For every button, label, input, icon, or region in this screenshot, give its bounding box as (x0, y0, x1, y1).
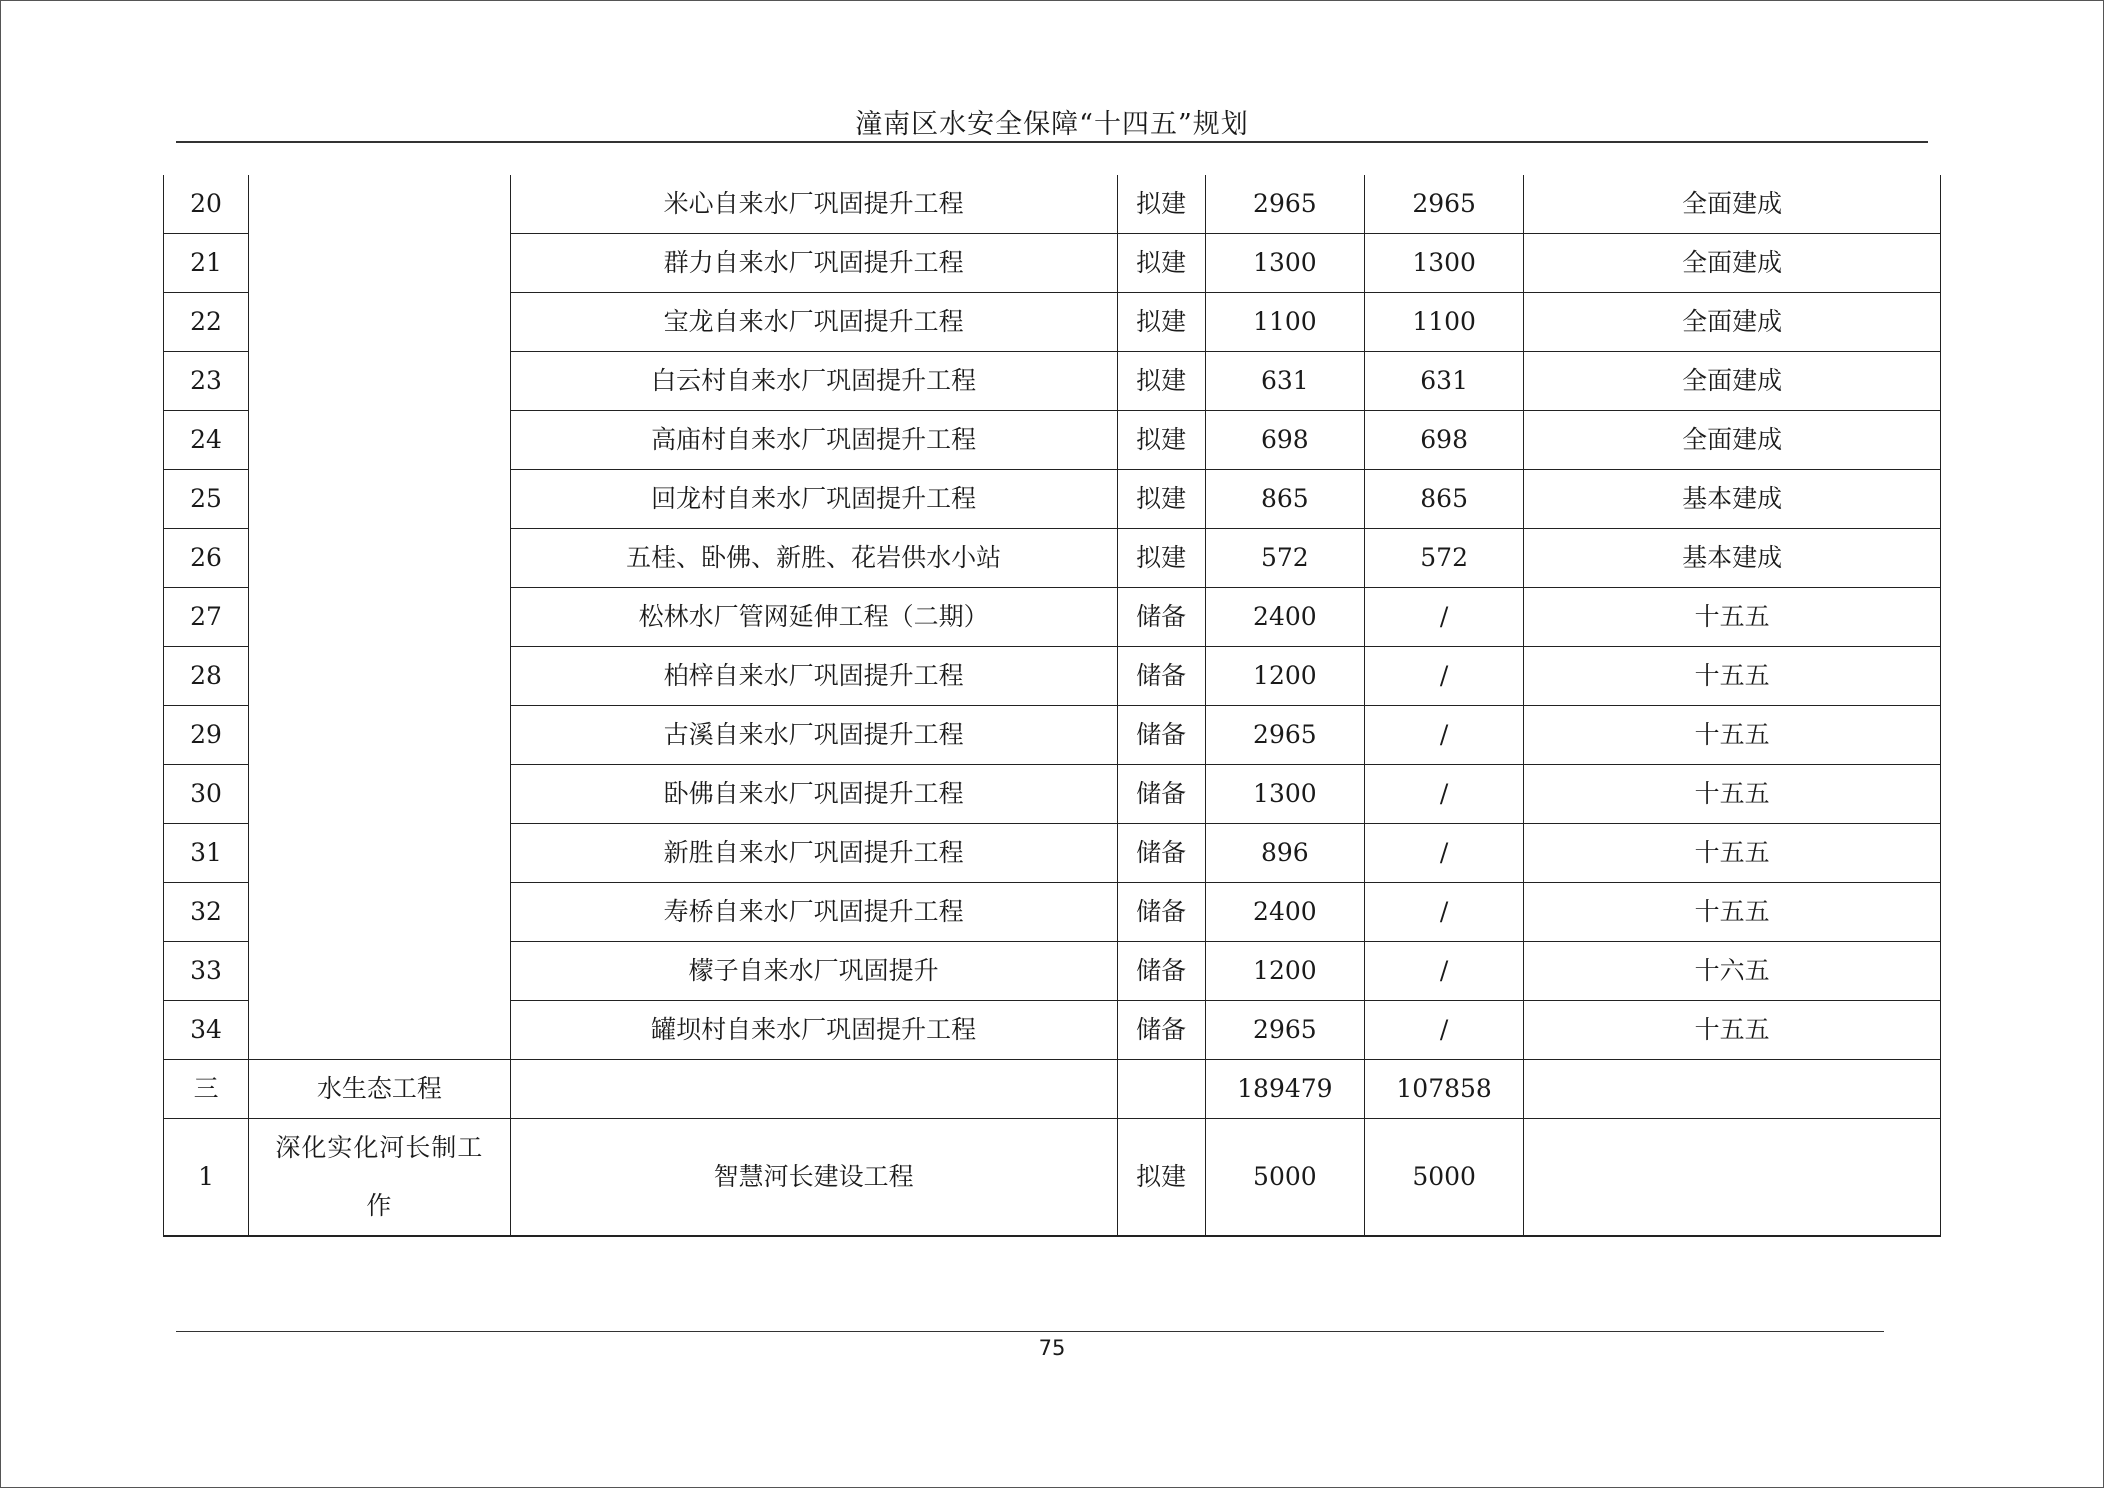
row-number: 28 (164, 647, 249, 706)
planned-investment: 2965 (1365, 175, 1524, 234)
total-investment: 1200 (1205, 942, 1364, 1001)
planned-investment: / (1365, 1001, 1524, 1060)
table-row (164, 175, 1941, 234)
section-number: 三 (164, 1060, 249, 1119)
project-status: 储备 (1117, 824, 1205, 883)
planned-investment: / (1365, 824, 1524, 883)
running-header: 潼南区水安全保障“十四五”规划 (855, 109, 1249, 140)
planned-investment: 698 (1365, 411, 1524, 470)
project-name: 柏梓自来水厂巩固提升工程 (510, 647, 1117, 706)
project-status: 储备 (1117, 942, 1205, 1001)
project-name: 回龙村自来水厂巩固提升工程 (510, 470, 1117, 529)
total-investment: 631 (1205, 352, 1364, 411)
project-status: 储备 (1117, 883, 1205, 942)
construction-goal: 十五五 (1524, 765, 1941, 824)
planned-investment: / (1365, 588, 1524, 647)
footer-rule (176, 1331, 1884, 1332)
total-investment: 5000 (1205, 1119, 1364, 1237)
project-status: 储备 (1117, 765, 1205, 824)
project-name: 檬子自来水厂巩固提升 (510, 942, 1117, 1001)
total-investment: 1100 (1205, 293, 1364, 352)
project-status: 拟建 (1117, 1119, 1205, 1237)
project-name: 智慧河长建设工程 (510, 1119, 1117, 1237)
total-investment: 2965 (1205, 706, 1364, 765)
row-number: 31 (164, 824, 249, 883)
planned-investment: / (1365, 942, 1524, 1001)
project-name: 宝龙自来水厂巩固提升工程 (510, 293, 1117, 352)
table-row (164, 1119, 1941, 1237)
section-category: 水生态工程 (249, 1060, 510, 1119)
row-number: 26 (164, 529, 249, 588)
row-number: 25 (164, 470, 249, 529)
total-investment: 2400 (1205, 588, 1364, 647)
construction-goal: 全面建成 (1524, 234, 1941, 293)
construction-goal: 全面建成 (1524, 293, 1941, 352)
construction-goal (1524, 1119, 1941, 1237)
project-name: 松林水厂管网延伸工程（二期） (510, 588, 1117, 647)
project-status: 储备 (1117, 1001, 1205, 1060)
project-status: 储备 (1117, 647, 1205, 706)
construction-goal: 十五五 (1524, 647, 1941, 706)
construction-goal: 十五五 (1524, 883, 1941, 942)
construction-goal: 十五五 (1524, 824, 1941, 883)
project-name: 寿桥自来水厂巩固提升工程 (510, 883, 1117, 942)
row-number: 21 (164, 234, 249, 293)
row-number: 34 (164, 1001, 249, 1060)
project-name: 罐坝村自来水厂巩固提升工程 (510, 1001, 1117, 1060)
construction-goal: 十六五 (1524, 942, 1941, 1001)
header-rule (176, 141, 1928, 143)
category-merged-cell (249, 175, 510, 1060)
project-status: 储备 (1117, 588, 1205, 647)
total-investment: 896 (1205, 824, 1364, 883)
row-number: 23 (164, 352, 249, 411)
planned-investment: / (1365, 706, 1524, 765)
total-investment: 2965 (1205, 1001, 1364, 1060)
project-status: 拟建 (1117, 293, 1205, 352)
planned-investment: 865 (1365, 470, 1524, 529)
project-table (163, 175, 1941, 1237)
planned-investment: 5000 (1365, 1119, 1524, 1237)
project-name: 米心自来水厂巩固提升工程 (510, 175, 1117, 234)
total-investment: 1300 (1205, 765, 1364, 824)
total-investment: 2400 (1205, 883, 1364, 942)
project-status: 拟建 (1117, 529, 1205, 588)
total-investment: 865 (1205, 470, 1364, 529)
row-number: 29 (164, 706, 249, 765)
total-investment: 1200 (1205, 647, 1364, 706)
row-number: 20 (164, 175, 249, 234)
construction-goal: 全面建成 (1524, 411, 1941, 470)
subcategory: 深化实化河长制工作 (249, 1119, 510, 1237)
project-status: 拟建 (1117, 352, 1205, 411)
construction-goal: 基本建成 (1524, 529, 1941, 588)
section-row (164, 1060, 1941, 1119)
construction-goal: 十五五 (1524, 706, 1941, 765)
planned-investment: 572 (1365, 529, 1524, 588)
project-name: 群力自来水厂巩固提升工程 (510, 234, 1117, 293)
construction-goal: 十五五 (1524, 588, 1941, 647)
project-status: 储备 (1117, 706, 1205, 765)
row-number: 24 (164, 411, 249, 470)
construction-goal (1524, 1060, 1941, 1119)
project-status: 拟建 (1117, 175, 1205, 234)
planned-investment: 1100 (1365, 293, 1524, 352)
planned-investment: 107858 (1365, 1060, 1524, 1119)
project-name: 五桂、卧佛、新胜、花岩供水小站 (510, 529, 1117, 588)
row-number: 30 (164, 765, 249, 824)
project-status (1117, 1060, 1205, 1119)
planned-investment: 1300 (1365, 234, 1524, 293)
project-name: 卧佛自来水厂巩固提升工程 (510, 765, 1117, 824)
planned-investment: / (1365, 647, 1524, 706)
project-name (510, 1060, 1117, 1119)
planned-investment: / (1365, 883, 1524, 942)
planned-investment: 631 (1365, 352, 1524, 411)
row-number: 1 (164, 1119, 249, 1237)
row-number: 22 (164, 293, 249, 352)
project-status: 拟建 (1117, 234, 1205, 293)
total-investment: 698 (1205, 411, 1364, 470)
planned-investment: / (1365, 765, 1524, 824)
project-name: 高庙村自来水厂巩固提升工程 (510, 411, 1117, 470)
row-number: 32 (164, 883, 249, 942)
project-status: 拟建 (1117, 470, 1205, 529)
construction-goal: 十五五 (1524, 1001, 1941, 1060)
total-investment: 1300 (1205, 234, 1364, 293)
project-name: 新胜自来水厂巩固提升工程 (510, 824, 1117, 883)
project-status: 拟建 (1117, 411, 1205, 470)
project-name: 白云村自来水厂巩固提升工程 (510, 352, 1117, 411)
row-number: 33 (164, 942, 249, 1001)
total-investment: 2965 (1205, 175, 1364, 234)
page-number: 75 (1038, 1336, 1066, 1360)
total-investment: 189479 (1205, 1060, 1364, 1119)
total-investment: 572 (1205, 529, 1364, 588)
project-name: 古溪自来水厂巩固提升工程 (510, 706, 1117, 765)
row-number: 27 (164, 588, 249, 647)
construction-goal: 全面建成 (1524, 352, 1941, 411)
construction-goal: 基本建成 (1524, 470, 1941, 529)
construction-goal: 全面建成 (1524, 175, 1941, 234)
